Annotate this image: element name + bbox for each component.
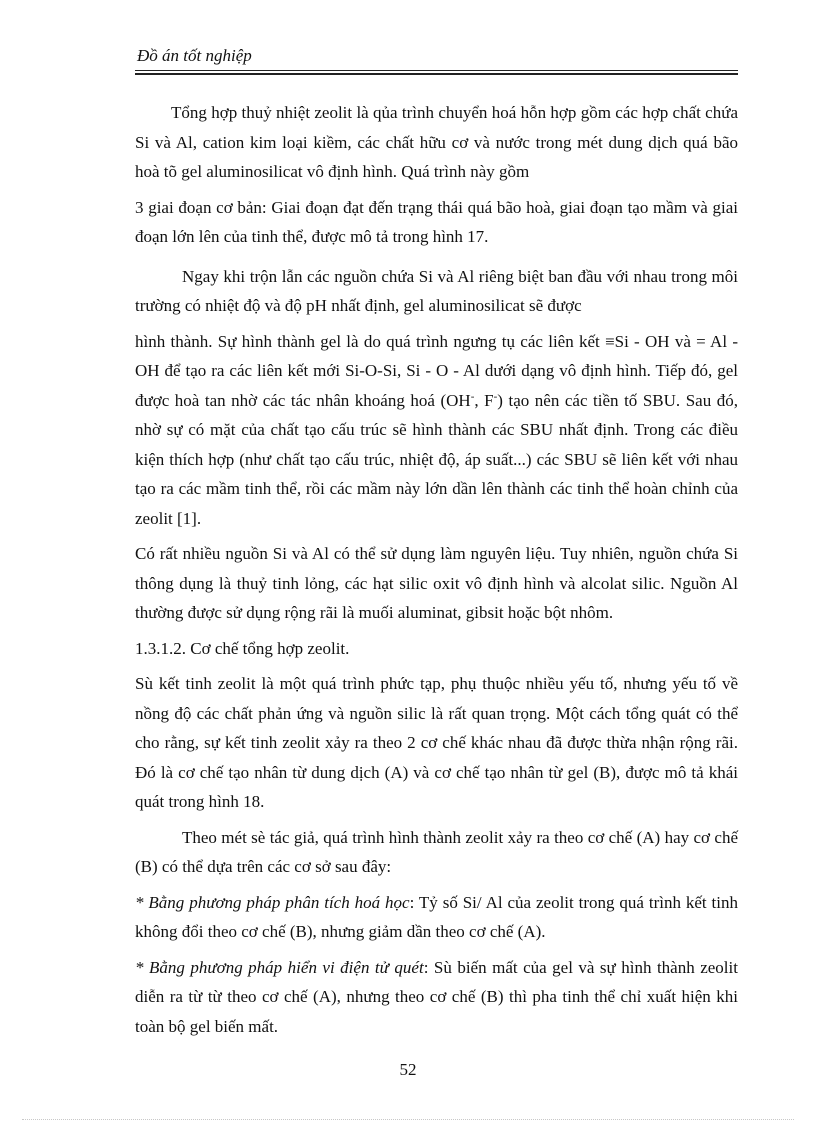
paragraph-9 <box>135 953 738 1042</box>
hydroxide-symbol: OH <box>446 390 471 410</box>
header-rule-thin <box>135 70 738 71</box>
paragraph-5: Có rất nhiều nguồn Si và Al có thể sử dụng làm nguyên liệu. Tuy nhiên, nguồn chứa Si thông dụng là thuỷ tinh lỏng, các hạt silic oxit vô định hình và alcolat silic. Nguồn Al thường được sử dụng rộng rãi là muối aluminat, gibsit hoặc bột nhôm. <box>135 544 738 622</box>
paragraph-9-text: : Sù biến mất của gel và sự hình thành zeolit diễn ra từ từ theo cơ chế (A), nhưng theo cơ chế (B) thì pha tinh thể chỉ xuất hiện khi toàn bộ gel biến mất. <box>135 957 738 1036</box>
document-body <box>135 98 738 1041</box>
paragraph-8-text: : Tỷ số Si/ Al của zeolit trong quá trình kết tinh không đổi theo cơ chế (B), nhưng giảm dần theo cơ chế (A). <box>135 892 738 941</box>
paragraph-4-text-cont: ) tạo nên các tiền tố SBU. Sau đó, nhờ sự có mặt của chất tạo cấu trúc sẽ hình thành các SBU nhất định. Trong các điều kiện thích hợp (như chất tạo cấu trúc, nhiệt độ, áp suất...) các SBU sẽ liên kết với nhau tạo ra các mầm tinh thể, rồi các mầm này lớn dần lên thành các tinh thể hoàn chỉnh của zeolit [1]. <box>135 390 738 528</box>
fluoride-symbol: , F <box>474 390 494 410</box>
page-number: 52 <box>399 1060 417 1079</box>
paragraph-1: Tổng hợp thuỷ nhiệt zeolit là qủa trình chuyển hoá hỗn hợp gồm các hợp chất chứa Si và Al, cation kim loại kiềm, các chất hữu cơ và nước trong mét dung dịch quá bão hoà tõ gel aluminosilicat vô định hình. Quá trình này gồm <box>135 103 738 181</box>
header-title: Đồ án tốt nghiệp <box>137 46 252 65</box>
footer-divider <box>22 1119 794 1120</box>
fluoride-charge: - <box>493 389 498 402</box>
paragraph-9-lead: * Bằng phương pháp hiển vi điện tử quét <box>135 957 424 977</box>
paragraph-3: Ngay khi trộn lẫn các nguồn chứa Si và Al riêng biệt ban đầu với nhau trong môi trường có nhiệt độ và độ pH nhất định, gel aluminosilicat sẽ được <box>135 266 738 315</box>
paragraph-4-text: hình thành. Sự hình thành gel là do quá trình ngưng tụ các liên kết ≡Si - OH và = Al - OH để tạo ra các liên kết mới Si-O-Si, Si - O - Al dưới dạng vô định hình. Tiếp đó, gel được hoà tan nhờ các tác nhân khoáng hoá ( <box>135 331 738 410</box>
paragraph-8 <box>135 888 738 947</box>
paragraph-8-lead: * Bằng phương pháp phân tích hoá học <box>135 892 410 912</box>
section-heading: 1.3.1.2. Cơ chế tổng hợp zeolit. <box>135 638 350 658</box>
header-rule-thick <box>135 73 738 75</box>
paragraph-7: Theo mét sè tác giả, quá trình hình thành zeolit xảy ra theo cơ chế (A) hay cơ chế (B) có thể dựa trên các cơ sở sau đây: <box>135 827 738 876</box>
paragraph-2: 3 giai đoạn cơ bản: Giai đoạn đạt đến trạng thái quá bão hoà, giai đoạn tạo mầm và giai đoạn lớn lên của tinh thể, được mô tả trong hình 17. <box>135 197 738 246</box>
paragraph-6: Sù kết tinh zeolit là một quá trình phức tạp, phụ thuộc nhiều yếu tố, nhưng yếu tố về nồng độ các chất phản ứng và nguồn silic là rất quan trọng. Một cách tổng quát có thể cho rằng, sự kết tinh zeolit xảy ra theo 2 cơ chế khác nhau đã được thừa nhận rộng rãi. Đó là cơ chế tạo nhân từ dung dịch (A) và cơ chế tạo nhân từ gel (B), được mô tả khái quát trong hình 18. <box>135 674 738 811</box>
paragraph-4 <box>135 327 738 534</box>
hydroxide-charge: - <box>470 389 475 402</box>
